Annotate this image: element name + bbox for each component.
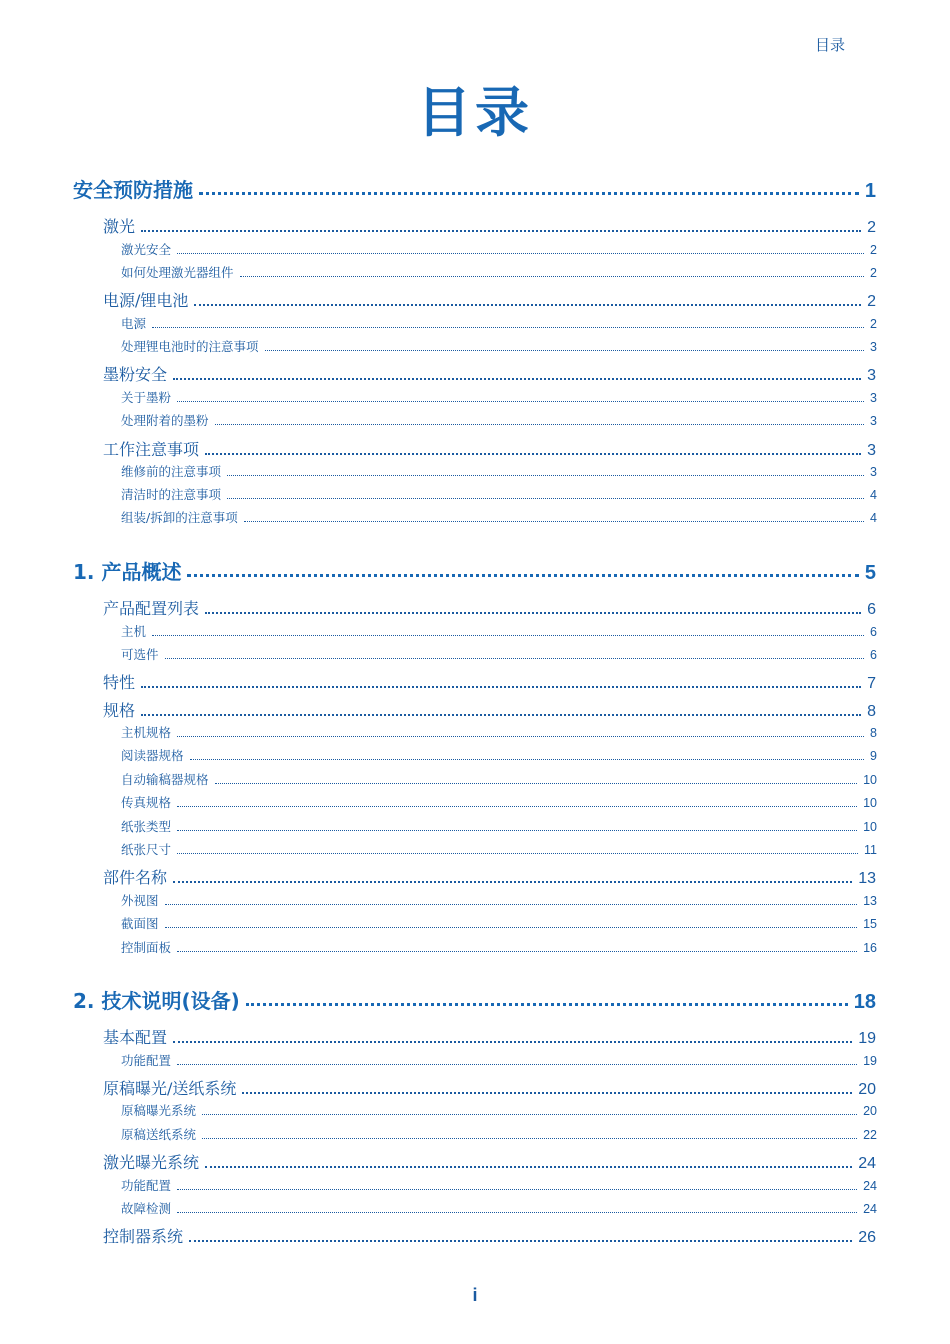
toc-entry-title: 特性 [103, 673, 136, 692]
dot-leader [165, 658, 865, 659]
toc-entry-section[interactable] [103, 865, 876, 888]
toc-entry-sub[interactable] [121, 1176, 877, 1194]
toc-entry-sub[interactable] [121, 840, 877, 858]
toc-entry-page: 20 [858, 1081, 876, 1098]
toc-entry-section[interactable] [103, 214, 876, 237]
toc-entry-title: 维修前的注意事项 [121, 464, 222, 479]
toc-entry-title: 纸张尺寸 [121, 842, 172, 857]
toc-entry-section[interactable] [103, 1025, 876, 1048]
toc-entry-title: 组装/拆卸的注意事项 [121, 510, 238, 525]
toc-entry-page: 2 [870, 243, 877, 257]
toc-entry-title: 激光安全 [121, 242, 172, 257]
toc-entry-title: 原稿曝光系统 [121, 1103, 197, 1118]
dot-leader [165, 904, 858, 905]
toc-entry-page: 15 [863, 917, 877, 931]
dot-leader [215, 424, 865, 425]
toc-entry-title: 电源/锂电池 [103, 291, 189, 310]
page-number: i [472, 1285, 478, 1305]
toc-entry-section[interactable] [103, 1076, 876, 1099]
toc-entry-title: 传真规格 [121, 795, 172, 810]
toc-entry-page: 8 [870, 726, 877, 740]
toc-entry-page: 3 [870, 340, 877, 354]
dot-leader [190, 759, 865, 760]
toc-entry-page: 9 [870, 749, 877, 763]
toc-entry-sub[interactable] [121, 1199, 877, 1217]
dot-leader [205, 453, 861, 455]
toc-entry-sub[interactable] [121, 914, 877, 932]
running-header: 目录 [814, 36, 845, 54]
toc-entry-page: 1 [864, 180, 876, 202]
toc-entry-page: 3 [870, 465, 877, 479]
toc-entry-page: 3 [867, 442, 876, 459]
dot-leader [189, 1240, 852, 1242]
toc-entry-chapter[interactable] [73, 174, 876, 203]
toc-entry-title: 主机 [121, 624, 147, 639]
toc-entry-sub[interactable] [121, 817, 877, 835]
toc-entry-sub[interactable] [121, 891, 877, 909]
toc-entry-page: 10 [863, 796, 877, 810]
toc-entry-title: 原稿曝光/送纸系统 [103, 1079, 237, 1098]
toc-entry-chapter[interactable] [73, 985, 876, 1014]
toc-entry-sub[interactable] [121, 1051, 877, 1069]
dot-leader [265, 350, 865, 351]
dot-leader [244, 521, 864, 522]
toc-entry-title: 如何处理激光器组件 [121, 265, 234, 280]
toc-entry-page: 6 [867, 601, 876, 618]
toc-entry-page: 19 [863, 1054, 877, 1068]
dot-leader [227, 498, 864, 499]
toc-entry-title: 主机规格 [121, 725, 172, 740]
toc-entry-title: 功能配置 [121, 1053, 172, 1068]
toc-entry-title: 功能配置 [121, 1178, 172, 1193]
toc-entry-page: 26 [858, 1229, 876, 1246]
toc-entry-title: 关于墨粉 [121, 390, 172, 405]
dot-leader [141, 686, 861, 688]
dot-leader [242, 1092, 852, 1094]
toc-entry-page: 8 [867, 703, 876, 720]
toc-entry-title: 处理锂电池时的注意事项 [121, 339, 259, 354]
dot-leader [177, 401, 864, 402]
dot-leader [199, 192, 859, 195]
toc-entry-page: 6 [870, 648, 877, 662]
toc-entry-title: 原稿送纸系统 [121, 1127, 197, 1142]
toc-entry-page: 10 [863, 820, 877, 834]
toc-entry-sub[interactable] [121, 314, 877, 332]
dot-leader [177, 853, 858, 854]
toc-entry-sub[interactable] [121, 938, 877, 956]
toc-entry-title: 可选件 [121, 647, 159, 662]
toc-entry-sub[interactable] [121, 622, 877, 640]
dot-leader [177, 1189, 857, 1190]
toc-entry-sub[interactable] [121, 263, 877, 281]
dot-leader [202, 1138, 857, 1139]
toc-entry-sub[interactable] [121, 746, 877, 764]
toc-entry-sub[interactable] [121, 793, 877, 811]
toc-entry-section[interactable] [103, 670, 876, 693]
toc-entry-sub[interactable] [121, 411, 877, 429]
toc-entry-page: 24 [858, 1155, 876, 1172]
toc-entry-title: 激光 [103, 217, 136, 236]
toc-entry-page: 13 [863, 894, 877, 908]
toc-entry-title: 截面图 [121, 916, 159, 931]
dot-leader [173, 881, 852, 883]
dot-leader [205, 1166, 852, 1168]
toc-entry-sub[interactable] [121, 723, 877, 741]
toc-entry-sub[interactable] [121, 645, 877, 663]
toc-entry-page: 4 [870, 511, 877, 525]
toc-entry-page: 5 [864, 562, 876, 584]
toc-entry-section[interactable] [103, 596, 876, 619]
dot-leader [202, 1114, 857, 1115]
dot-leader [177, 1064, 857, 1065]
dot-leader [187, 574, 858, 577]
toc-entry-page: 24 [863, 1179, 877, 1193]
dot-leader [215, 783, 858, 784]
toc-entry-page: 3 [870, 414, 877, 428]
toc-entry-page: 24 [863, 1202, 877, 1216]
dot-leader [141, 714, 861, 716]
toc-entry-page: 6 [870, 625, 877, 639]
dot-leader [240, 276, 865, 277]
toc-entry-title: 故障检测 [121, 1201, 172, 1216]
dot-leader [173, 378, 861, 380]
dot-leader [152, 327, 864, 328]
toc-entry-page: 22 [863, 1128, 877, 1142]
toc-entry-section[interactable] [103, 437, 876, 460]
toc-entry-sub[interactable] [121, 462, 877, 480]
toc-entry-title: 产品配置列表 [103, 599, 200, 618]
toc-entry-chapter[interactable] [73, 556, 876, 585]
dot-leader [173, 1041, 852, 1043]
dot-leader [141, 230, 861, 232]
toc-entry-title: 控制面板 [121, 940, 172, 955]
toc-entry-title: 1. 产品概述 [73, 560, 182, 584]
toc-entry-title: 工作注意事项 [103, 440, 200, 459]
dot-leader [165, 927, 858, 928]
toc-entry-sub[interactable] [121, 770, 877, 788]
toc-entry-title: 自动输稿器规格 [121, 772, 209, 787]
toc-entry-title: 纸张类型 [121, 819, 172, 834]
toc-entry-title: 规格 [103, 701, 136, 720]
dot-leader [152, 635, 864, 636]
dot-leader [177, 736, 864, 737]
dot-leader [194, 304, 861, 306]
toc-entry-page: 2 [870, 266, 877, 280]
dot-leader [177, 806, 857, 807]
toc-entry-page: 10 [863, 773, 877, 787]
toc-entry-title: 阅读器规格 [121, 748, 184, 763]
toc-entry-page: 18 [853, 991, 876, 1013]
toc-entry-page: 11 [864, 843, 877, 857]
toc-entry-page: 7 [867, 675, 876, 692]
toc-entry-title: 电源 [121, 316, 147, 331]
toc-entry-page: 13 [858, 870, 876, 887]
toc-entry-title: 激光曝光系统 [103, 1153, 200, 1172]
toc-entry-page: 2 [867, 293, 876, 310]
toc-entry-sub[interactable] [121, 388, 877, 406]
toc-entry-page: 3 [870, 391, 877, 405]
toc-entry-sub[interactable] [121, 1125, 877, 1143]
toc-entry-sub[interactable] [121, 508, 877, 526]
toc-entry-sub[interactable] [121, 240, 877, 258]
toc-entry-sub[interactable] [121, 337, 877, 355]
toc-entry-title: 处理附着的墨粉 [121, 413, 209, 428]
toc-entry-title: 2. 技术说明(设备) [73, 989, 240, 1013]
toc-entry-title: 墨粉安全 [103, 365, 168, 384]
dot-leader [177, 1212, 857, 1213]
toc-entry-title: 部件名称 [103, 868, 168, 887]
dot-leader [227, 475, 864, 476]
toc-entry-section[interactable] [103, 362, 876, 385]
dot-leader [177, 830, 857, 831]
toc-entry-page: 4 [870, 488, 877, 502]
toc-entry-page: 19 [858, 1030, 876, 1047]
toc-entry-title: 控制器系统 [103, 1227, 184, 1246]
toc-entry-page: 2 [870, 317, 877, 331]
toc-entry-section[interactable] [103, 1150, 876, 1173]
toc-entry-title: 安全预防措施 [73, 178, 193, 202]
toc-entry-section[interactable] [103, 288, 876, 311]
toc-entry-page: 2 [867, 219, 876, 236]
toc-entry-section[interactable] [103, 1224, 876, 1247]
toc-entry-title: 清洁时的注意事项 [121, 487, 222, 502]
dot-leader [177, 951, 857, 952]
toc-entry-title: 基本配置 [103, 1028, 168, 1047]
dot-leader [205, 612, 861, 614]
dot-leader [246, 1003, 848, 1006]
dot-leader [177, 253, 864, 254]
toc-entry-page: 20 [863, 1104, 877, 1118]
page-title: 目录 [417, 81, 533, 144]
toc-entry-page: 3 [867, 367, 876, 384]
toc-entry-section[interactable] [103, 698, 876, 721]
toc-entry-sub[interactable] [121, 485, 877, 503]
toc-entry-page: 16 [863, 941, 877, 955]
toc-entry-sub[interactable] [121, 1101, 877, 1119]
toc-entry-title: 外视图 [121, 893, 159, 908]
